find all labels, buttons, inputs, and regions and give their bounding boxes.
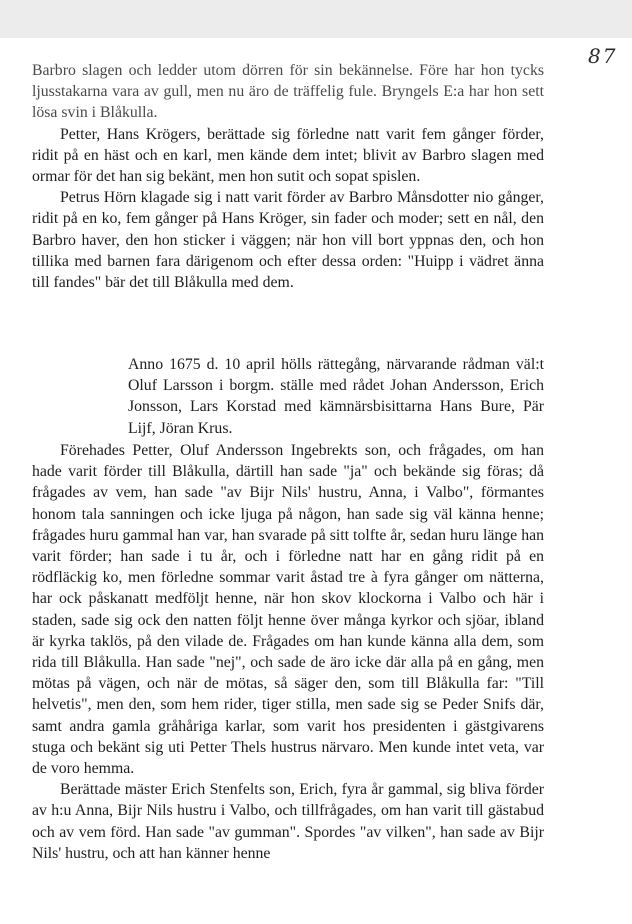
text-block-main	[32, 440, 544, 864]
paragraph: Anno 1675 d. 10 april hölls rättegång, närvarande rådman väl:t Oluf Larsson i borgm. ställe med rådet Johan Andersson, Erich Jonsson, Lars Korstad med kämnärsbisittarna Hans Bure, Pär Lijf, Jöran Krus.	[128, 356, 544, 437]
paragraph: Förehades Petter, Oluf Andersson Ingebrekts son, och frågades, om han hade varit förder till Blåkulla, därtill han sade "ja" och bekände sig föras; då frågades av vem, han sade "av Bijr Nils' hustru, Anna, i Valbo", förmantes honom tala sanningen och icke ljuga på någon, han sade sig väl känna henne; frågades huru gammal han var, han svarade på sitt tolfte år, sedan huru länge han varit förder; han sade i tu år, och i förledne natt har en gång ridit på en rödfläckig ko, men förledne sommar varit åstad tre à fyra gånger om nätterna, har ock påskanatt medföljt henne, när hon skov klockorna i Valbo och här i staden, sade sig ock den natten följt henne över många kyrkor och sjöar, ibland är kyrka taklös, på den vilade de. Frågades om han kunde känna alla dem, som rida till Blåkulla. Han sade "nej", och sade de äro icke där alla på en gång, men mötas på vägen, och när de mötas, så säger den, som till Blåkulla far: "Till helvetis", men den, som hem rider, tiger stilla, men sade sig se Peder Snifs där, samt andra gamla gråhåriga karlar, som varit hos presidenten i gästgivarens stuga och bekänt sig uti Petter Thels hustrus närvaro. Men kunde intet veta, var de voro hemma.	[32, 442, 544, 778]
paragraph: Petter, Hans Krögers, berättade sig förledne natt varit fem gånger förder, ridit på en häst och en karl, men kände dem intet; blivit av Barbro slagen med ormar för det han sig bekänt, men hon sutit och sopat spislen.	[32, 125, 544, 186]
court-session-header	[128, 354, 544, 439]
paragraph: Berättade mäster Erich Stenfelts son, Erich, fyra år gammal, sig bliva förder av h:u Anna, Bijr Nils hustru i Valbo, och tillfrågades, om han varit till gästabud och av vem förd. Han sade "av gumman". Spordes "av vilken", han sade av Bijr Nils' hustru, och att han känner henne	[32, 781, 544, 862]
page-number: 87	[588, 44, 618, 68]
paragraph: Petrus Hörn klagade sig i natt varit förder av Barbro Månsdotter nio gånger, ridit på en ko, fem gånger på Hans Kröger, sin fader och moder; sett en nål, den Barbro haver, den hon sticker i väggen; när hon vill bort yppnas den, och hon tillika med barnen fara därigenom och efter dessa orden: "Huipp i vädret änna till fandes" bär det till Blåkulla med dem.	[32, 189, 544, 292]
text-block-top	[32, 60, 544, 293]
scan-top-band	[0, 0, 632, 38]
paragraph: Barbro slagen och ledder utom dörren för sin bekännelse. Före har hon tycks ljusstakarna vara av gull, men nu äro de träffelig fule. Bryngels E:a har hon sett lösa svin i Blåkulla.	[32, 62, 544, 122]
